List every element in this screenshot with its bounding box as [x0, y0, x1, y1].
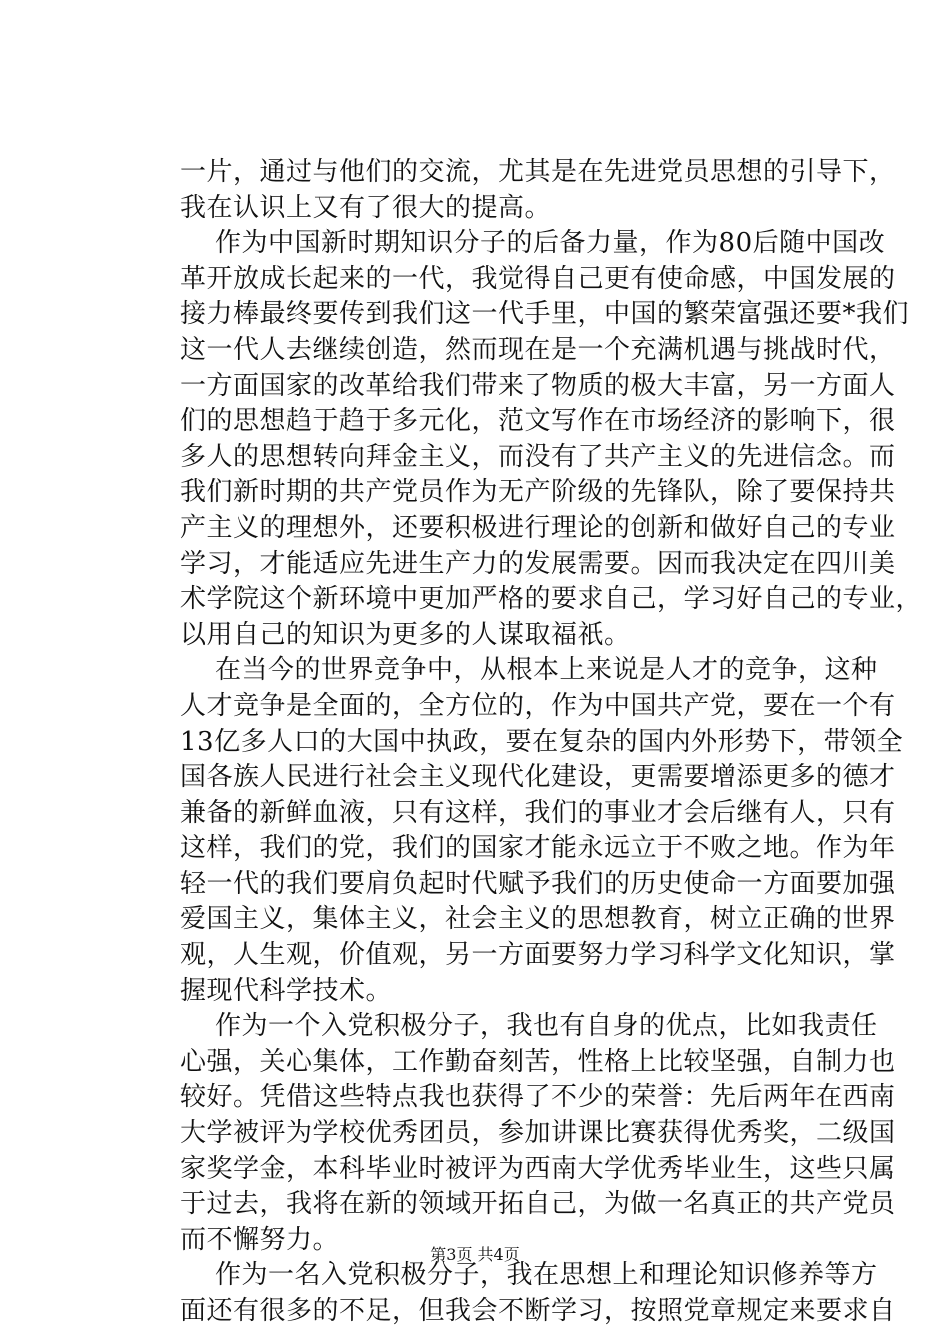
text-line: 革开放成长起来的一代，我觉得自己更有使命感，中国发展的: [180, 263, 896, 294]
page-number-label: 第3页 共4页: [430, 1245, 520, 1264]
text-line: 这一代人去继续创造，然而现在是一个充满机遇与挑战时代，: [180, 334, 896, 365]
text-line: 爱国主义，集体主义，社会主义的思想教育，树立正确的世界: [180, 904, 896, 935]
text-line: 以用自己的知识为更多的人谋取福祇。: [180, 619, 631, 650]
text-line: 而不懈努力。: [180, 1224, 340, 1255]
text-line: 多人的思想转向拜金主义，而没有了共产主义的先进信念。而: [180, 441, 896, 472]
text-line: 作为一名入党积极分子，我在思想上和理论知识修养等方: [180, 1260, 878, 1291]
body-text: [180, 155, 923, 1330]
text-line: 我在认识上又有了很大的提高。: [180, 192, 552, 223]
text-line: 较好。凭借这些特点我也获得了不少的荣誉：先后两年在西南: [180, 1082, 896, 1113]
text-line: 们的思想趋于趋于多元化，范文写作在市场经济的影响下，很: [180, 406, 896, 437]
text-line: 作为一个入党积极分子，我也有自身的优点，比如我责任: [180, 1011, 878, 1042]
page-footer: [0, 1242, 950, 1265]
text-line: 作为中国新时期知识分子的后备力量，作为80后随中国改: [180, 228, 886, 259]
text-line: 大学被评为学校优秀团员，参加讲课比赛获得优秀奖，二级国: [180, 1118, 896, 1149]
text-line: 产主义的理想外，还要积极进行理论的创新和做好自己的专业: [180, 512, 896, 543]
text-line: 术学院这个新环境中更加严格的要求自己，学习好自己的专业，: [180, 584, 923, 615]
text-line: 国各族人民进行社会主义现代化建设，更需要增添更多的德才: [180, 762, 896, 793]
text-line: 兼备的新鲜血液，只有这样，我们的事业才会后继有人，只有: [180, 797, 896, 828]
text-line: 一片，通过与他们的交流，尤其是在先进党员思想的引导下，: [180, 157, 896, 187]
text-line: 学习，才能适应先进生产力的发展需要。因而我决定在四川美: [180, 548, 896, 579]
text-line: 接力棒最终要传到我们这一代手里，中国的繁荣富强还要*我们: [180, 299, 910, 330]
text-line: 心强，关心集体，工作勤奋刻苦，性格上比较坚强，自制力也: [180, 1046, 896, 1077]
text-line: 家奖学金，本科毕业时被评为西南大学优秀毕业生，这些只属: [180, 1153, 896, 1184]
text-line: 在当今的世界竞争中，从根本上来说是人才的竞争，这种: [180, 655, 878, 686]
text-line: 面还有很多的不足，但我会不断学习，按照党章规定来要求自: [180, 1296, 896, 1326]
text-line: 一方面国家的改革给我们带来了物质的极大丰富，另一方面人: [180, 370, 896, 401]
text-line: 13亿多人口的大国中执政，要在复杂的国内外形势下，带领全: [180, 726, 904, 757]
text-line: 观，人生观，价值观，另一方面要努力学习科学文化知识，掌: [180, 940, 896, 971]
text-line: 这样，我们的党，我们的国家才能永远立于不败之地。作为年: [180, 833, 896, 864]
text-line: 握现代科学技术。: [180, 975, 393, 1006]
text-line: 人才竞争是全面的，全方位的，作为中国共产党，要在一个有: [180, 690, 896, 721]
text-line: 于过去，我将在新的领域开拓自己，为做一名真正的共产党员: [180, 1189, 896, 1220]
text-line: 我们新时期的共产党员作为无产阶级的先锋队，除了要保持共: [180, 477, 896, 508]
text-line: 轻一代的我们要肩负起时代赋予我们的历史使命一方面要加强: [180, 868, 896, 899]
